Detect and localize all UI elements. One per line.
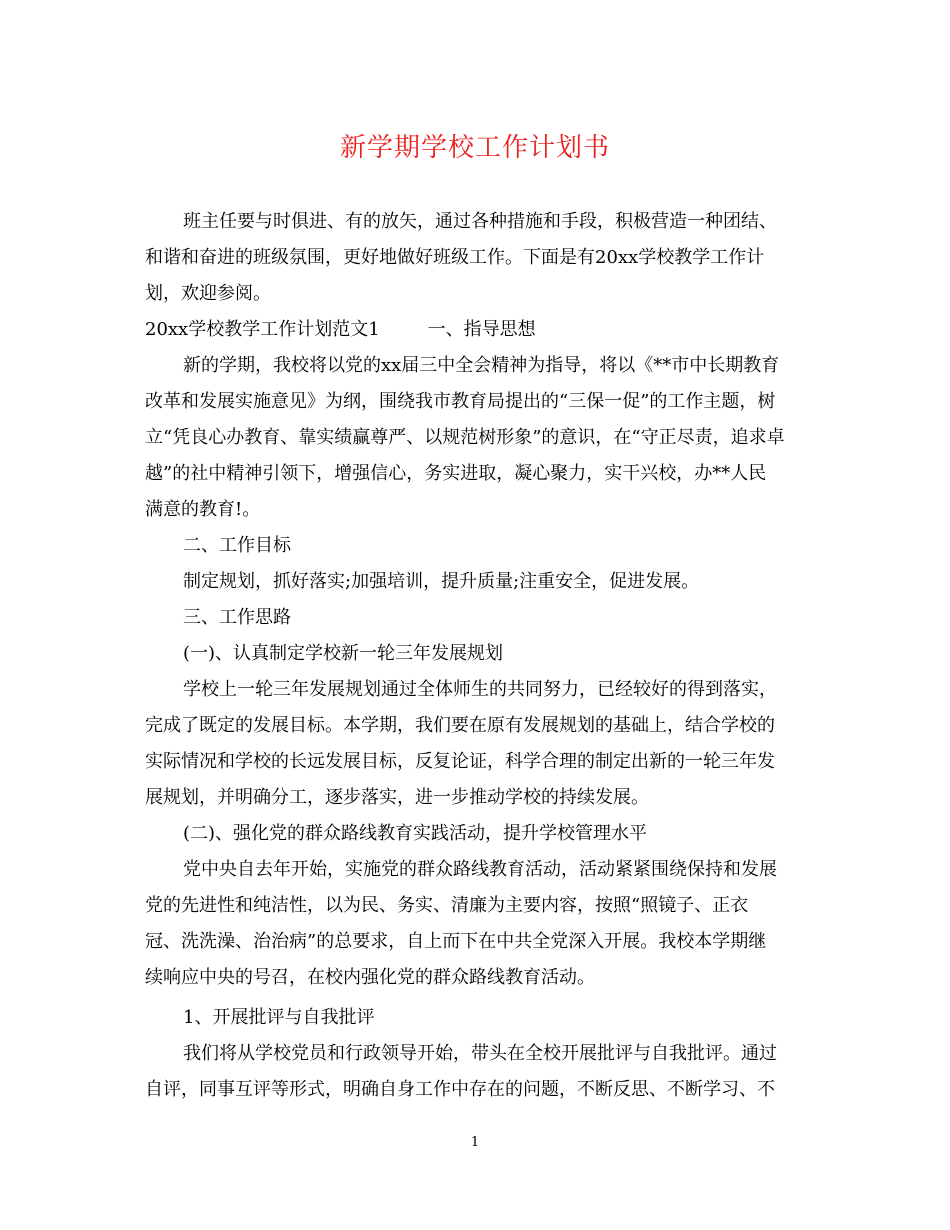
paragraph-line: 完成了既定的发展目标。本学期，我们要在原有发展规划的基础上，结合学校的 [145,715,775,736]
paragraph-line: 党的先进性和纯洁性，以为民、务实、清廉为主要内容，按照“照镜子、正衣 [145,895,749,916]
section-heading: 二、工作目标 [183,535,291,556]
paragraph-line: 立“凭良心办教育、靠实绩赢尊严、以规范树形象”的意识，在“守正尽责，追求卓 [145,427,785,448]
paragraph-line: 我们将从学校党员和行政领导开始，带头在全校开展批评与自我批评。通过 [183,1043,777,1064]
section-heading: 一、指导思想 [427,319,536,340]
paragraph-line: 自评，同事互评等形式，明确自身工作中存在的问题，不断反思、不断学习、不 [145,1079,775,1100]
paragraph-line: 班主任要与时俱进、有的放矢，通过各种措施和手段，积极营造一种团结、 [183,211,777,232]
paragraph-line: 划，欢迎参阅。 [145,283,271,304]
section-heading: 三、工作思路 [183,607,291,628]
paragraph-line: 新的学期，我校将以党的xx届三中全会精神为指导，将以《**市中长期教育 [183,355,780,376]
paragraph-line: 续响应中央的号召，在校内强化党的群众路线教育活动。 [145,967,595,988]
subsection-heading: (二)、强化党的群众路线教育实践活动，提升学校管理水平 [183,823,648,844]
paragraph-line: 党中央自去年开始，实施党的群众路线教育活动，活动紧紧围绕保持和发展 [183,859,777,880]
paragraph-line: 越”的社中精神引领下，增强信心，务实进取，凝心聚力，实干兴校，办**人民 [145,463,767,484]
subsection-heading: 1、开展批评与自我批评 [183,1007,375,1028]
paragraph-line: 满意的教育!。 [145,499,261,520]
paragraph-line: 改革和发展实施意见》为纲，围绕我市教育局提出的“三保一促”的工作主题，树 [145,391,776,412]
subsection-heading: (一)、认真制定学校新一轮三年发展规划 [183,643,504,664]
paragraph-line: 学校上一轮三年发展规划通过全体师生的共同努力，已经较好的得到落实， [183,679,777,700]
paragraph-line: 展规划，并明确分工，逐步落实，进一步推动学校的持续发展。 [145,787,649,808]
paragraph-line: 和谐和奋进的班级氛围，更好地做好班级工作。下面是有20xx学校教学工作计 [145,247,765,268]
paragraph-line: 制定规划，抓好落实;加强培训，提升质量;注重安全，促进发展。 [183,571,700,592]
sample-title: 20xx学校教学工作计划范文1 [145,319,380,340]
paragraph-line: 实际情况和学校的长远发展目标，反复论证，科学合理的制定出新的一轮三年发 [145,751,775,772]
document-title: 新学期学校工作计划书 [339,133,610,163]
page-number: 1 [470,1135,480,1150]
section-heading-line [145,313,536,347]
paragraph-line: 冠、洗洗澡、治治病”的总要求，自上而下在中共全党深入开展。我校本学期继 [145,931,767,952]
